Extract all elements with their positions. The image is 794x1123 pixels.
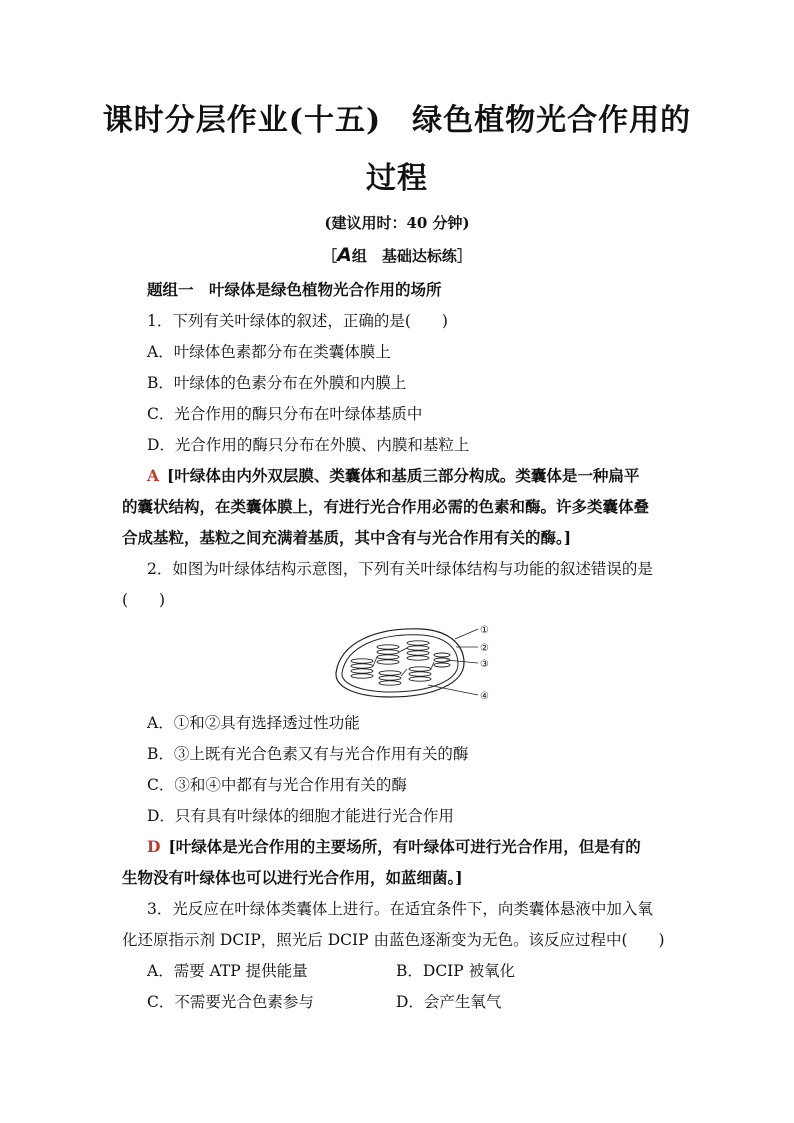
- time-note: (建议用时：40 分钟): [324, 214, 470, 232]
- page-title-continued: 过程: [366, 161, 428, 196]
- q3-stem: 3．光反应在叶绿体类囊体上进行。在适宜条件下，向类囊体悬液中加入氧: [147, 900, 653, 918]
- q2-option-d: D．只有具有叶绿体的细胞才能进行光合作用: [147, 807, 454, 825]
- figure-label-1: ①: [480, 625, 489, 636]
- figure-label-3: ③: [480, 659, 489, 670]
- figure-label-2: ②: [480, 643, 489, 654]
- q2-option-a: A．①和②具有选择透过性功能: [147, 714, 360, 732]
- q2-stem-blank: ( ): [122, 591, 166, 609]
- q2-option-c: C．③和④中都有与光合作用有关的酶: [147, 776, 407, 794]
- section-heading-1: 题组一 叶绿体是绿色植物光合作用的场所: [147, 280, 442, 299]
- q1-option-d: D．光合作用的酶只分布在外膜、内膜和基粒上: [147, 436, 470, 454]
- q3-option-b: B．DCIP 被氧化: [396, 962, 516, 980]
- q3-option-c: C．不需要光合色素参与: [147, 993, 314, 1011]
- page-title: 课时分层作业(十五) 绿色植物光合作用的: [102, 103, 692, 138]
- q1-answer-line: [147, 466, 639, 486]
- q2-explain-1: [叶绿体是光合作用的主要场所，有叶绿体可进行光合作用，但是有的: [168, 837, 641, 856]
- q1-option-c: C．光合作用的酶只分布在叶绿体基质中: [147, 405, 423, 423]
- q2-answer-line: [147, 837, 641, 857]
- q1-answer: A: [147, 466, 160, 485]
- q1-explain-1: [叶绿体由内外双层膜、类囊体和基质三部分构成。类囊体是一种扁平: [167, 466, 640, 485]
- group-letter-mark: A: [337, 244, 352, 266]
- q3-option-d: D．会产生氧气: [396, 993, 502, 1011]
- q2-explain-2: 生物没有叶绿体也可以进行光合作用，如蓝细菌。]: [122, 868, 463, 887]
- q2-answer: D: [147, 837, 161, 856]
- q2-stem: 2．如图为叶绿体结构示意图，下列有关叶绿体结构与功能的叙述错误的是: [147, 560, 653, 578]
- q3-option-a: A．需要 ATP 提供能量: [147, 962, 308, 980]
- group-heading: [0, 244, 794, 266]
- q2-option-b: B．③上既有光合色素又有与光合作用有关的酶: [147, 745, 469, 763]
- group-bracket-close: ］: [456, 247, 472, 265]
- group-bracket-open: ［: [322, 247, 338, 265]
- q3-option-row-1: [147, 961, 308, 981]
- q1-explain-2: 的囊状结构，在类囊体膜上，有进行光合作用必需的色素和酶。许多类囊体叠: [122, 497, 650, 516]
- q1-explain-3: 合成基粒，基粒之间充满着基质，其中含有与光合作用有关的酶。]: [122, 528, 572, 547]
- q3-stem-2: 化还原指示剂 DCIP，照光后 DCIP 由蓝色逐渐变为无色。该反应过程中( ): [122, 931, 665, 949]
- q1-option-b: B．叶绿体的色素分布在外膜和内膜上: [147, 374, 407, 392]
- chloroplast-diagram: [330, 617, 495, 702]
- q1-option-a: A．叶绿体色素都分布在类囊体膜上: [147, 343, 391, 361]
- figure-label-4: ④: [480, 691, 489, 702]
- group-label: 组 基础达标练: [351, 247, 457, 265]
- q1-stem: 1．下列有关叶绿体的叙述，正确的是( ): [147, 312, 448, 330]
